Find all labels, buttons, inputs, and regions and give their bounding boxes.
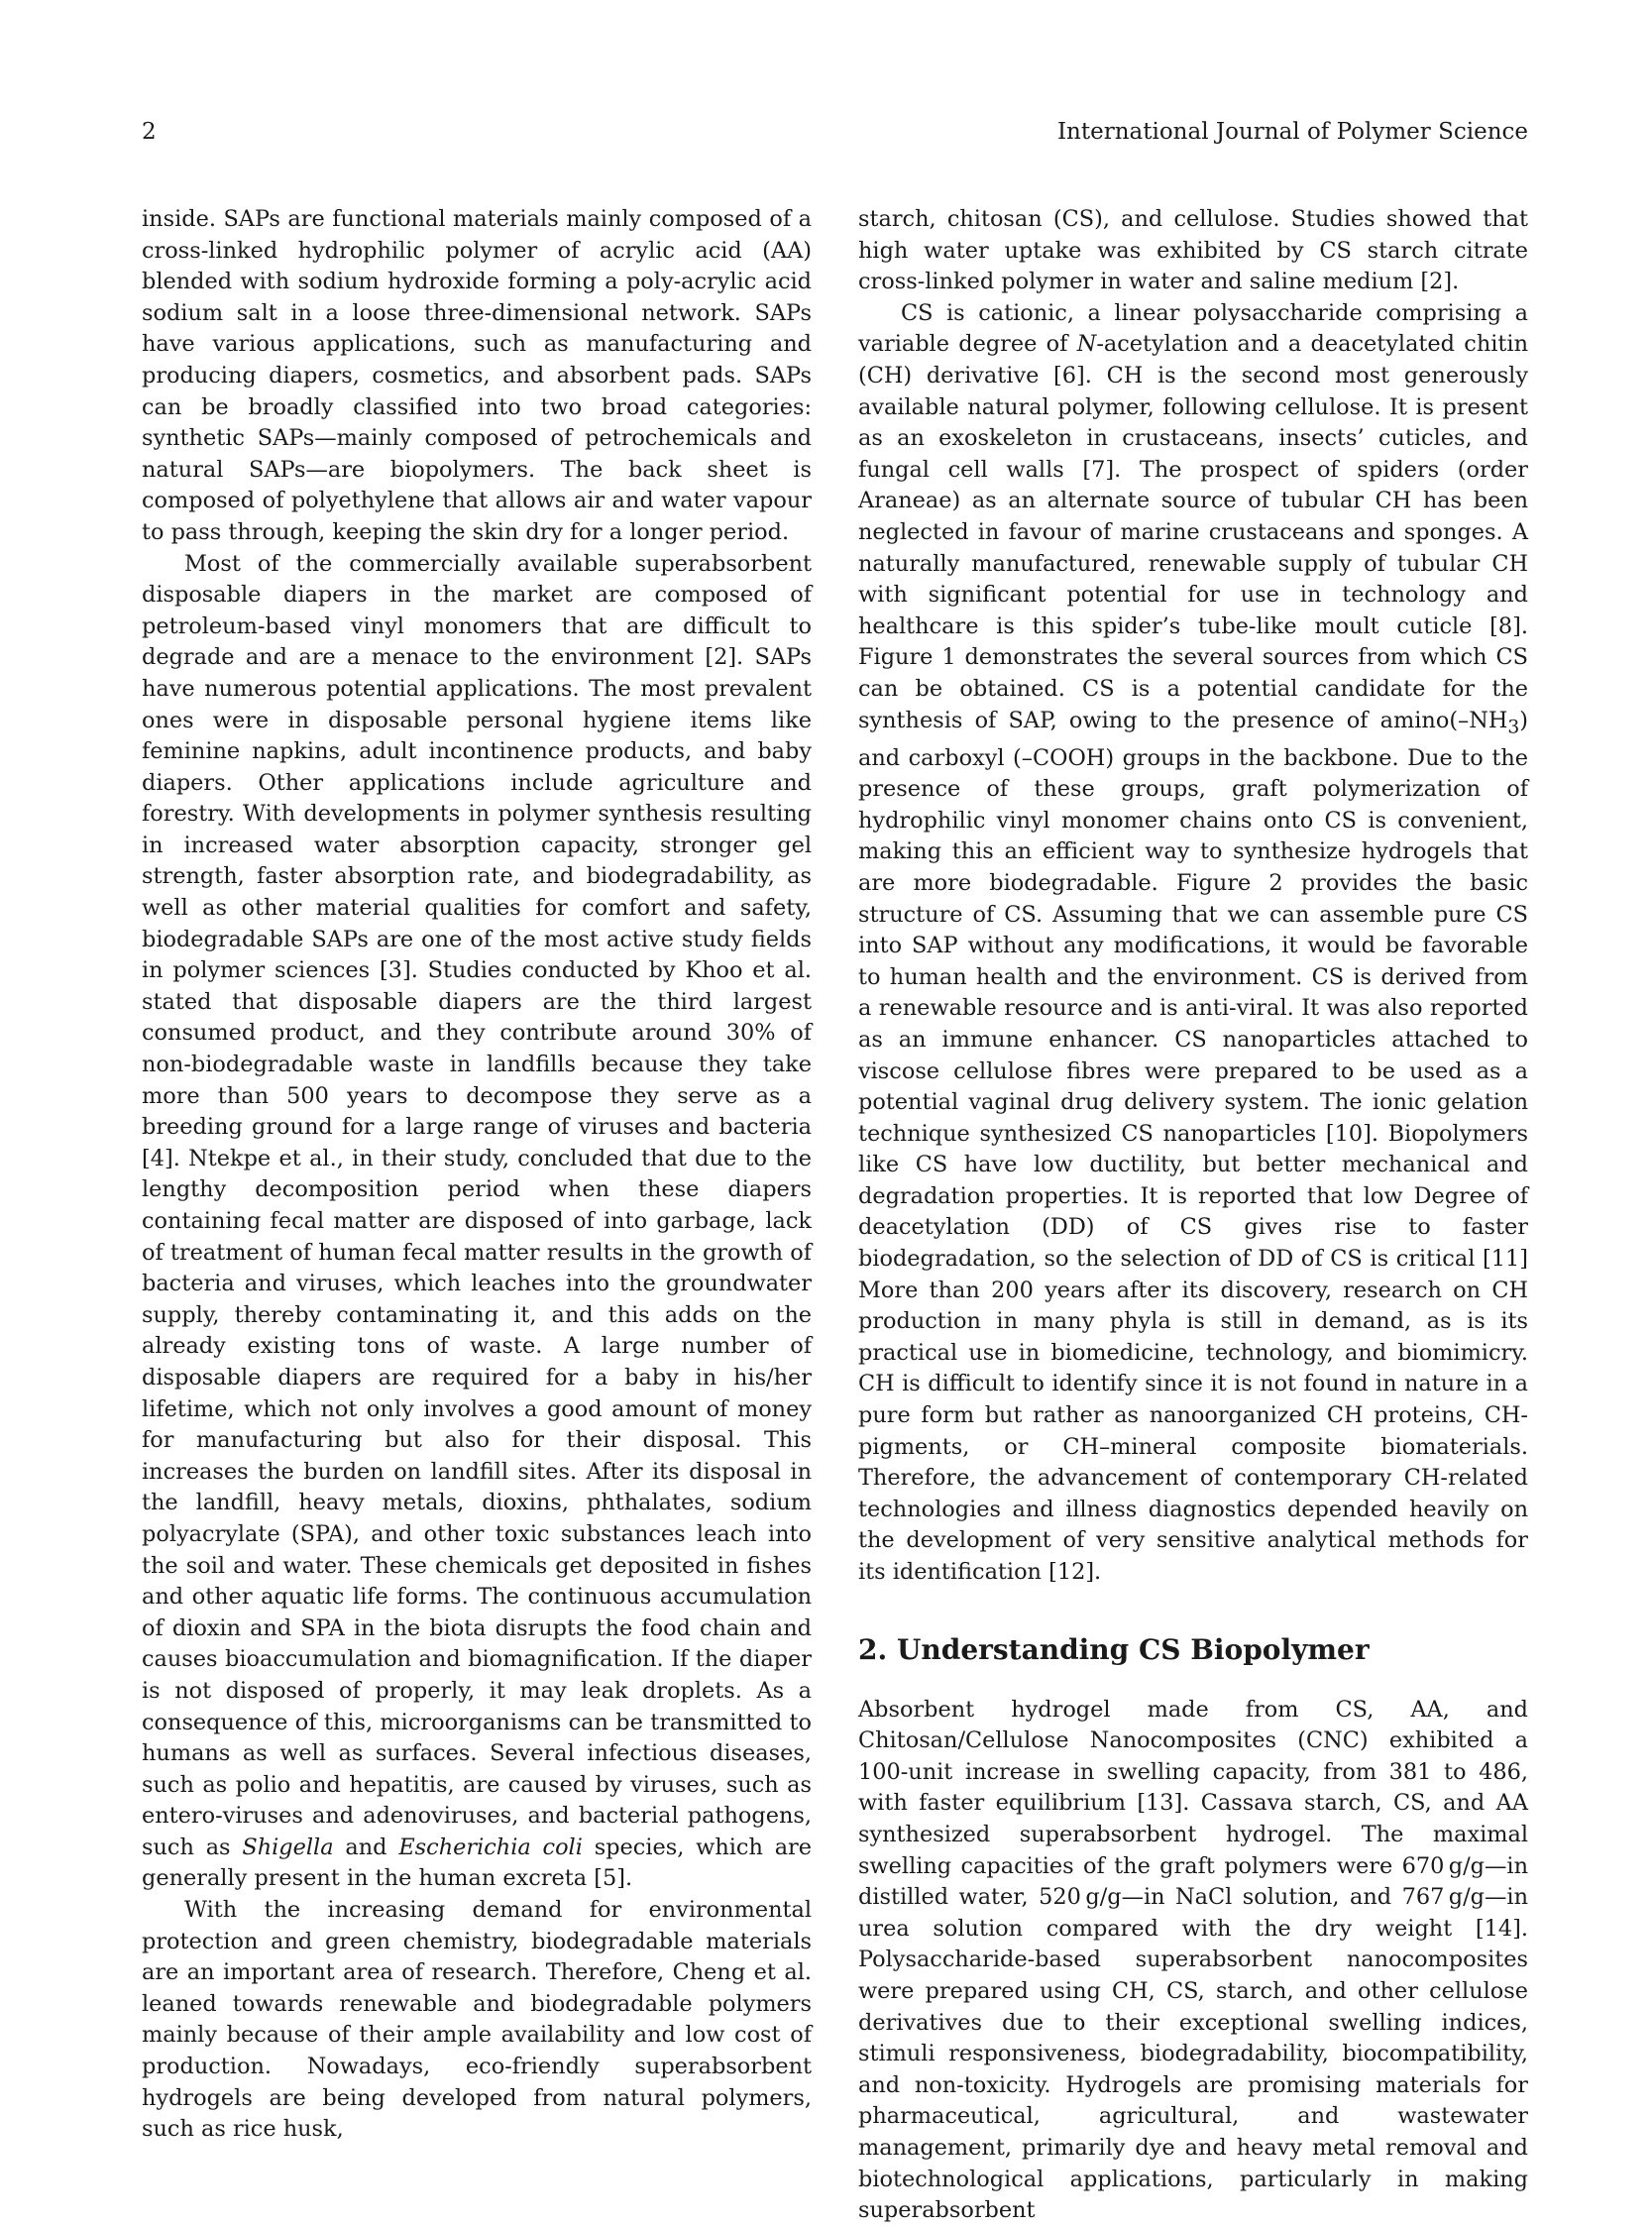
page-header — [142, 117, 1528, 147]
paragraph-text: Most of the commercially available superabsorbent disposable diapers in the market are composed of petroleum-based vinyl monomers that are difficult to degrade and are a menace to the environment [2]. SAPs have numerous potential applications. The most prevalent ones were in disposable personal hygiene items like feminine napkins, adult incontinence products, and baby diapers. Other applications include agriculture and forestry. With developments in polymer synthesis resulting in increased water absorption capacity, stronger gel strength, faster absorption rate, and biodegradability, as well as other material qualities for comfort and safety, biodegradable SAPs are one of the most active study fields in polymer sciences [3]. Studies conducted by Khoo et al. stated that disposable diapers are the third largest consumed product, and they contribute around 30% of non-biodegradable waste in landfills because they take more than 500 years to decompose they serve as a breeding ground for a large range of viruses and bacteria [4]. Ntekpe et al., in their study, concluded that due to the lengthy decomposition period when these diapers containing fecal matter are disposed of into garbage, lack of treatment of human fecal matter results in the growth of bacteria and viruses, which leaches into the groundwater supply, thereby contaminating it, and this adds on the already existing tons of waste. A large number of disposable diapers are required for a baby in his/her lifetime, which not only involves a good amount of money for manufacturing but also for their disposal. This increases the burden on landfill sites. After its disposal in the landfill, heavy metals, dioxins, phthalates, sodium polyacrylate (SPA), and other toxic substances leach into the soil and water. These chemicals get deposited in fishes and other aquatic life forms. The continuous accumulation of dioxin and SPA in the biota disrupts the food chain and causes bioaccumulation and biomagnification. If the diaper is not disposed of properly, it may leak droplets. As a consequence of this, microorganisms can be transmitted to humans as well as surfaces. Several infectious diseases, such as polio and hepatitis, are caused by viruses, such as entero-viruses and adenoviruses, and bacterial pathogens, such as — [142, 550, 812, 1860]
paragraph-text: -acetylation and a deacetylated chitin (CH) derivative [6]. CH is the second most generously available natural polymer, following cellulose. It is present as an exoskeleton in crustaceans, insects’ cuticles, and fungal cell walls [7]. The prospect of spiders (order Araneae) as an alternate source of tubular CH has been neglected in favour of marine crustaceans and sponges. A naturally manufactured, renewable supply of tubular CH with significant potential for use in technology and healthcare is this spider’s tube-like moult cuticle [8]. Figure 1 demonstrates the several sources from which CS can be obtained. CS is a potential candidate for the synthesis of SAP, owing to the presence of amino(–NH — [858, 331, 1528, 733]
paragraph-text: species, which are generally present in the human excreta [5]. — [142, 1834, 813, 1892]
page-number: 2 — [142, 119, 157, 145]
paragraph-diaper-waste — [142, 549, 812, 1896]
paragraph-text: ) and carboxyl (–COOH) groups in the backbone. Due to the presence of these groups, graft polymerization of hydrophilic vinyl monomer chains onto CS is convenient, making this an efficient way to synthesize hydrogels that are more biodegradable. Figure 2 provides the basic structure of CS. Assuming that we can assemble pure CS into SAP without any modifications, it would be favorable to human health and the environment. CS is derived from a renewable resource and is anti-viral. It was also reported as an immune enhancer. CS nanoparticles attached to viscose cellulose fibres were prepared to be used as a potential vaginal drug delivery system. The ionic gelation technique synthesized CS nanoparticles [10]. Biopolymers like CS have low ductility, but better mechanical and degradation properties. It is reported that low Degree of deacetylation (DD) of CS gives rise to faster biodegradation, so the selection of DD of CS is critical [11] More than 200 years after its discovery, research on CH production in many phyla is still in demand, as is its practical use in biomedicine, technology, and biomimicry. CH is difficult to identify since it is not found in nature in a pure form but rather as nanoorganized CH proteins, CH-pigments, or CH–mineral composite biomaterials. Therefore, the advancement of contemporary CH-related technologies and illness diagnostics depended heavily on the development of very sensitive analytical methods for its identification [12]. — [858, 707, 1528, 1585]
paragraph-sap-overview — [142, 204, 812, 549]
paragraph-text: inside. SAPs are functional materials mainly composed of a cross-linked hydrophilic polymer of acrylic acid (AA) blended with sodium hydroxide forming a poly-acrylic acid sodium salt in a loose three-dimensional network. SAPs have various applications, such as manufacturing and producing diapers, cosmetics, and absorbent pads. SAPs can be broadly classified into two broad categories: synthetic SAPs—mainly composed of petrochemicals and natural SAPs—are biopolymers. The back sheet is composed of polyethylene that allows air and water vapour to pass through, keeping the skin dry for a longer period. — [142, 206, 812, 545]
italic-n: N — [1076, 331, 1097, 358]
species-name-shigella: Shigella — [242, 1834, 334, 1860]
paragraph-text: With the increasing demand for environmental protection and green chemistry, biodegradable materials are an important area of research. Therefore, Cheng et al. leaned towards renewable and biodegradable polymers mainly because of their ample availability and low cost of production. Nowadays, eco-friendly superabsorbent hydrogels are being developed from natural polymers, such as rice husk, — [142, 1897, 812, 2143]
paragraph-text: and — [333, 1834, 399, 1860]
paragraph-text: starch, chitosan (CS), and cellulose. Studies showed that high water uptake was exhibited by CS starch citrate cross-linked polymer in water and saline medium [2]. — [858, 206, 1528, 295]
subscript-3: 3 — [1507, 716, 1520, 737]
paragraph-green-chemistry — [142, 1895, 812, 2146]
paragraph-natural-polymers — [858, 204, 1528, 298]
left-column — [142, 204, 812, 2146]
paragraph-hydrogels — [858, 1695, 1528, 2227]
paragraph-text: CS is cationic, a linear polysaccharide comprising a variable degree of — [858, 299, 1528, 358]
species-name-e-coli: Escherichia coli — [398, 1834, 583, 1860]
section-heading: 2. Understanding CS Biopolymer — [858, 1632, 1370, 1666]
paragraph-chitosan-properties — [858, 298, 1528, 1589]
paragraph-text: Absorbent hydrogel made from CS, AA, and Chitosan/Cellulose Nanocomposites (CNC) exhibited a 100-unit increase in swelling capacity, from 381 to 486, with faster equilibrium [13]. Cassava starch, CS, and AA synthesized superabsorbent hydrogel. The maximal swelling capacities of the graft polymers were 670 g/g—in distilled water, 520 g/g—in NaCl solution, and 767 g/g—in urea solution compared with the dry weight [14]. Polysaccharide-based superabsorbent nanocomposites were prepared using CH, CS, starch, and other cellulose derivatives due to their exceptional swelling indices, stimuli responsiveness, biodegradability, biocompatibility, and non-toxicity. Hydrogels are promising materials for pharmaceutical, agricultural, and wastewater management, primarily dye and heavy metal removal and biotechnological applications, particularly in making superabsorbent — [858, 1696, 1528, 2224]
journal-title: International Journal of Polymer Science — [1056, 119, 1528, 145]
right-column — [858, 204, 1528, 2227]
